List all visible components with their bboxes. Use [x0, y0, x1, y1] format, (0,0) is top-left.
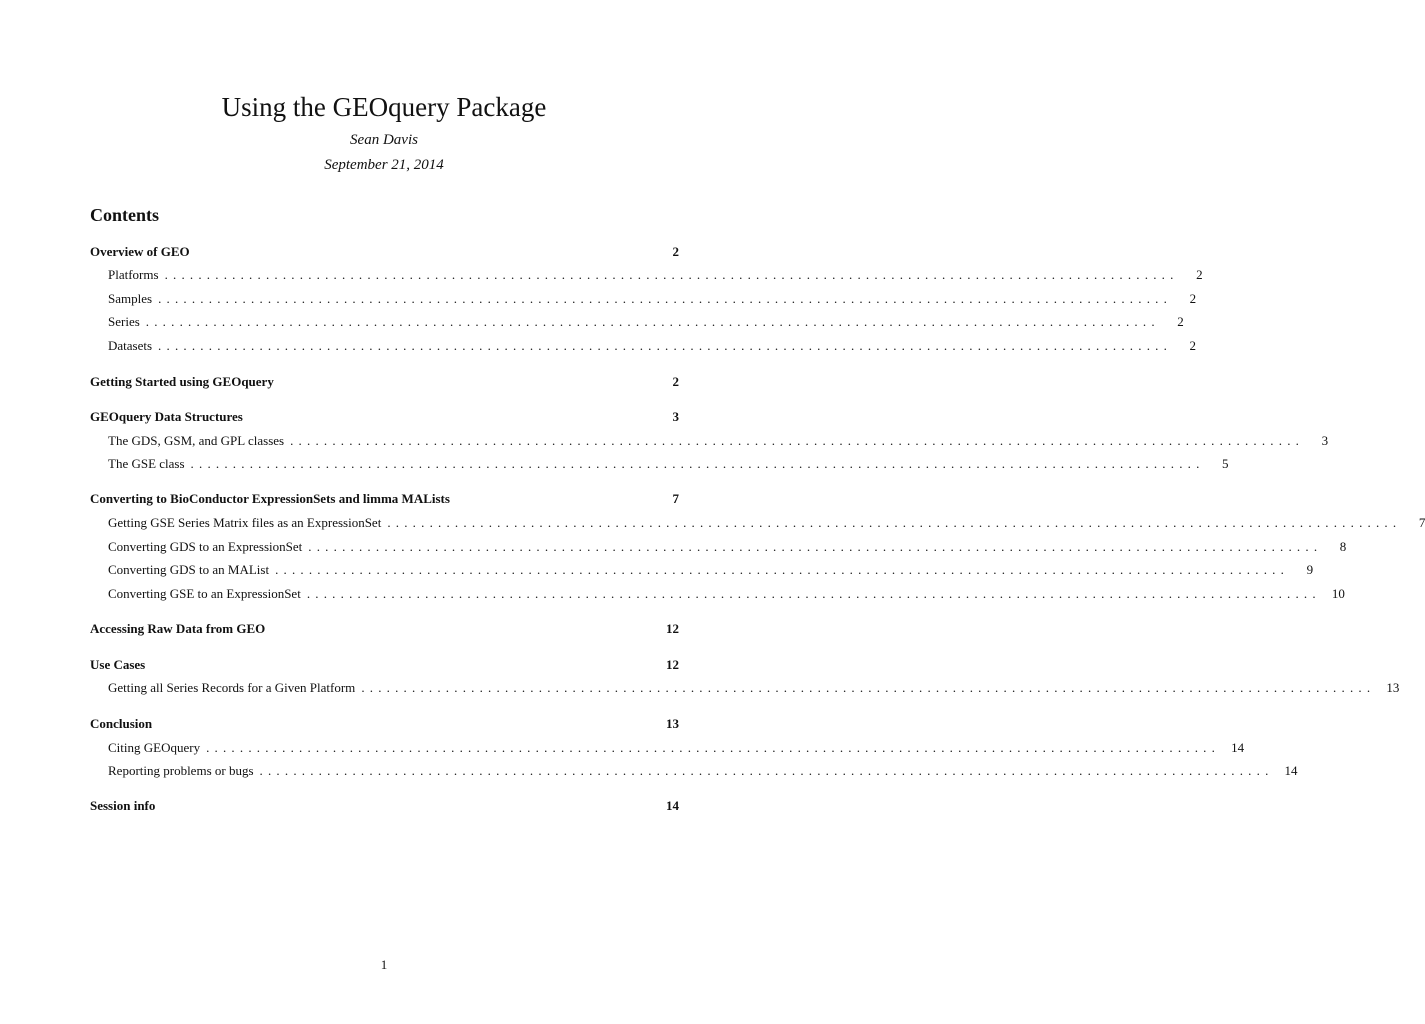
toc-entry-label: Accessing Raw Data from GEO: [90, 621, 266, 636]
toc-entry-page: 2: [672, 374, 679, 389]
toc-section-entry[interactable]: [90, 374, 679, 392]
toc-leader-dots: ........................................................................................................................: [145, 314, 1160, 329]
toc-entry-page: 3: [1321, 433, 1329, 448]
toc-entry-label: The GDS, GSM, and GPL classes: [108, 433, 285, 448]
toc-entry-label: Citing GEOquery: [108, 740, 201, 755]
toc-entry-label: Getting Started using GEOquery: [90, 374, 274, 389]
toc-section-entry[interactable]: [90, 621, 679, 639]
toc-leader-dots: ........................................................................................................................: [290, 433, 1305, 448]
toc-subsection-entry[interactable]: [108, 291, 1197, 309]
toc-subsection-entry[interactable]: [108, 680, 1400, 698]
toc-section-entry[interactable]: [90, 716, 679, 734]
document-author: Sean Davis: [350, 132, 418, 148]
toc-entry-label: Session info: [90, 798, 156, 813]
toc-subsection-entry[interactable]: [108, 586, 1345, 604]
toc-section-entry[interactable]: [90, 409, 679, 427]
document-title: Using the GEOquery Package: [221, 92, 547, 122]
toc-entry-page: 13: [1386, 680, 1400, 695]
toc-subsection-entry[interactable]: [108, 338, 1197, 356]
toc-entry-label: Converting GDS to an ExpressionSet: [108, 539, 303, 554]
toc-entry-page: 3: [672, 409, 679, 424]
toc-subsection-entry[interactable]: [108, 456, 1229, 474]
toc-section-entry[interactable]: [90, 491, 679, 509]
toc-leader-dots: ........................................................................................................................: [164, 267, 1179, 282]
toc-entry-label: Converting GDS to an MAList: [108, 562, 270, 577]
toc-subsection-entry[interactable]: [108, 314, 1184, 332]
toc-section-entry[interactable]: [90, 657, 679, 675]
toc-entry-label: Getting GSE Series Matrix files as an ExpressionSet: [108, 515, 382, 530]
toc-entry-label: Series: [108, 314, 140, 329]
toc-entry-page: 10: [1331, 586, 1345, 601]
contents-heading: Contents: [90, 205, 160, 225]
toc-leader-dots: ........................................................................................................................: [158, 291, 1173, 306]
toc-entry-label: Reporting problems or bugs: [108, 763, 254, 778]
toc-entry-page: 12: [666, 657, 679, 672]
toc-entry-label: Converting to BioConductor ExpressionSets and limma MALists: [90, 491, 450, 506]
toc-section-entry[interactable]: [90, 244, 679, 262]
toc-entry-page: 2: [1177, 314, 1184, 329]
toc-entry-page: 5: [1222, 456, 1229, 471]
toc-subsection-entry[interactable]: [108, 562, 1314, 580]
toc-entry-page: 2: [1189, 338, 1197, 353]
toc-leader-dots: ........................................................................................................................: [387, 515, 1402, 530]
toc-entry-page: 8: [1339, 539, 1347, 554]
toc-entry-page: 2: [1196, 267, 1203, 282]
toc-leader-dots: ........................................................................................................................: [158, 338, 1173, 353]
toc-entry-label: Platforms: [108, 267, 159, 282]
toc-leader-dots: ........................................................................................................................: [306, 586, 1321, 601]
toc-entry-label: The GSE class: [108, 456, 185, 471]
toc-entry-label: Samples: [108, 291, 153, 306]
toc-leader-dots: ........................................................................................................................: [259, 763, 1274, 778]
toc-entry-page: 7: [672, 491, 679, 506]
toc-subsection-entry[interactable]: [108, 433, 1329, 451]
toc-leader-dots: ........................................................................................................................: [206, 740, 1221, 755]
toc-entry-label: Datasets: [108, 338, 153, 353]
toc-entry-label: Conclusion: [90, 716, 153, 731]
toc-leader-dots: ........................................................................................................................: [190, 456, 1205, 471]
toc-entry-page: 14: [666, 798, 679, 813]
toc-subsection-entry[interactable]: [108, 515, 1425, 533]
document-date: September 21, 2014: [324, 157, 444, 173]
toc-entry-page: 2: [672, 244, 679, 259]
toc-entry-page: 14: [1231, 740, 1245, 755]
toc-entry-page: 14: [1284, 763, 1298, 778]
toc-entry-page: 7: [1418, 515, 1425, 530]
toc-subsection-entry[interactable]: [108, 267, 1203, 285]
toc-entry-page: 2: [1189, 291, 1197, 306]
toc-entry-label: GEOquery Data Structures: [90, 409, 243, 424]
toc-entry-label: Overview of GEO: [90, 244, 190, 259]
toc-entry-page: 12: [666, 621, 679, 636]
toc-leader-dots: ........................................................................................................................: [275, 562, 1290, 577]
toc-leader-dots: ........................................................................................................................: [361, 680, 1376, 695]
toc-subsection-entry[interactable]: [108, 539, 1347, 557]
toc-entry-page: 9: [1306, 562, 1314, 577]
toc-subsection-entry[interactable]: [108, 763, 1298, 781]
page-number: 1: [380, 957, 388, 972]
toc-entry-label: Use Cases: [90, 657, 146, 672]
toc-entry-label: Converting GSE to an ExpressionSet: [108, 586, 301, 601]
toc-entry-page: 13: [666, 716, 679, 731]
toc-section-entry[interactable]: [90, 798, 679, 816]
toc-entry-label: Getting all Series Records for a Given Platform: [108, 680, 356, 695]
toc-subsection-entry[interactable]: [108, 740, 1245, 758]
toc-leader-dots: ........................................................................................................................: [308, 539, 1323, 554]
